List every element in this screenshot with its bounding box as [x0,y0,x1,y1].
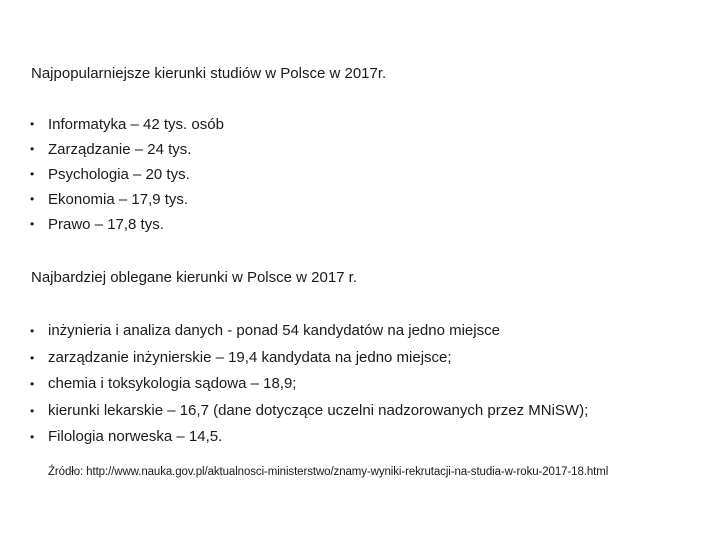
bullet-icon: • [30,142,35,156]
list-item-text: chemia i toksykologia sądowa – 18,9; [48,375,297,392]
section-2-heading: Najbardziej oblegane kierunki w Polsce w 2017 r. [31,269,358,286]
popular-fields-list [0,112,224,237]
list-item [0,187,224,212]
list-item-text: Informatyka – 42 tys. osób [48,116,224,133]
bullet-icon: • [30,377,35,391]
bullet-icon: • [30,217,35,231]
list-item-text: Psychologia – 20 tys. [48,166,190,183]
list-item [0,424,588,451]
list-item [0,371,588,398]
section-1-heading: Najpopularniejsze kierunki studiów w Polsce w 2017r. [31,65,387,82]
competitive-fields-list [0,318,588,451]
bullet-icon: • [30,403,35,418]
bullet-icon: • [30,324,35,338]
source-citation: Źródło: http://www.nauka.gov.pl/aktualnosci-ministerstwo/znamy-wyniki-rekrutacji-na-studia-w-roku-2017-18.html [48,466,609,478]
list-item [0,137,224,162]
list-item [0,162,224,187]
bullet-icon: • [30,117,35,131]
list-item [0,212,224,237]
bullet-icon: • [30,350,35,365]
list-item [0,318,588,345]
list-item-text: Ekonomia – 17,9 tys. [48,191,189,208]
list-item-text: Zarządzanie – 24 tys. [48,141,192,158]
bullet-icon: • [30,430,35,444]
bullet-icon: • [30,192,35,206]
list-item-text: kierunki lekarskie – 16,7 (dane dotyczące uczelni nadzorowanych przez MNiSW); [48,401,589,419]
bullet-icon: • [30,167,35,181]
list-item [0,112,224,137]
list-item-text: Prawo – 17,8 tys. [48,216,164,233]
list-item [0,345,588,372]
list-item-text: zarządzanie inżynierskie – 19,4 kandydata na jedno miejsce; [48,348,452,366]
list-item [0,398,588,425]
list-item-text: Filologia norweska – 14,5. [48,428,223,445]
list-item-text: inżynieria i analiza danych - ponad 54 kandydatów na jedno miejsce [48,322,500,339]
